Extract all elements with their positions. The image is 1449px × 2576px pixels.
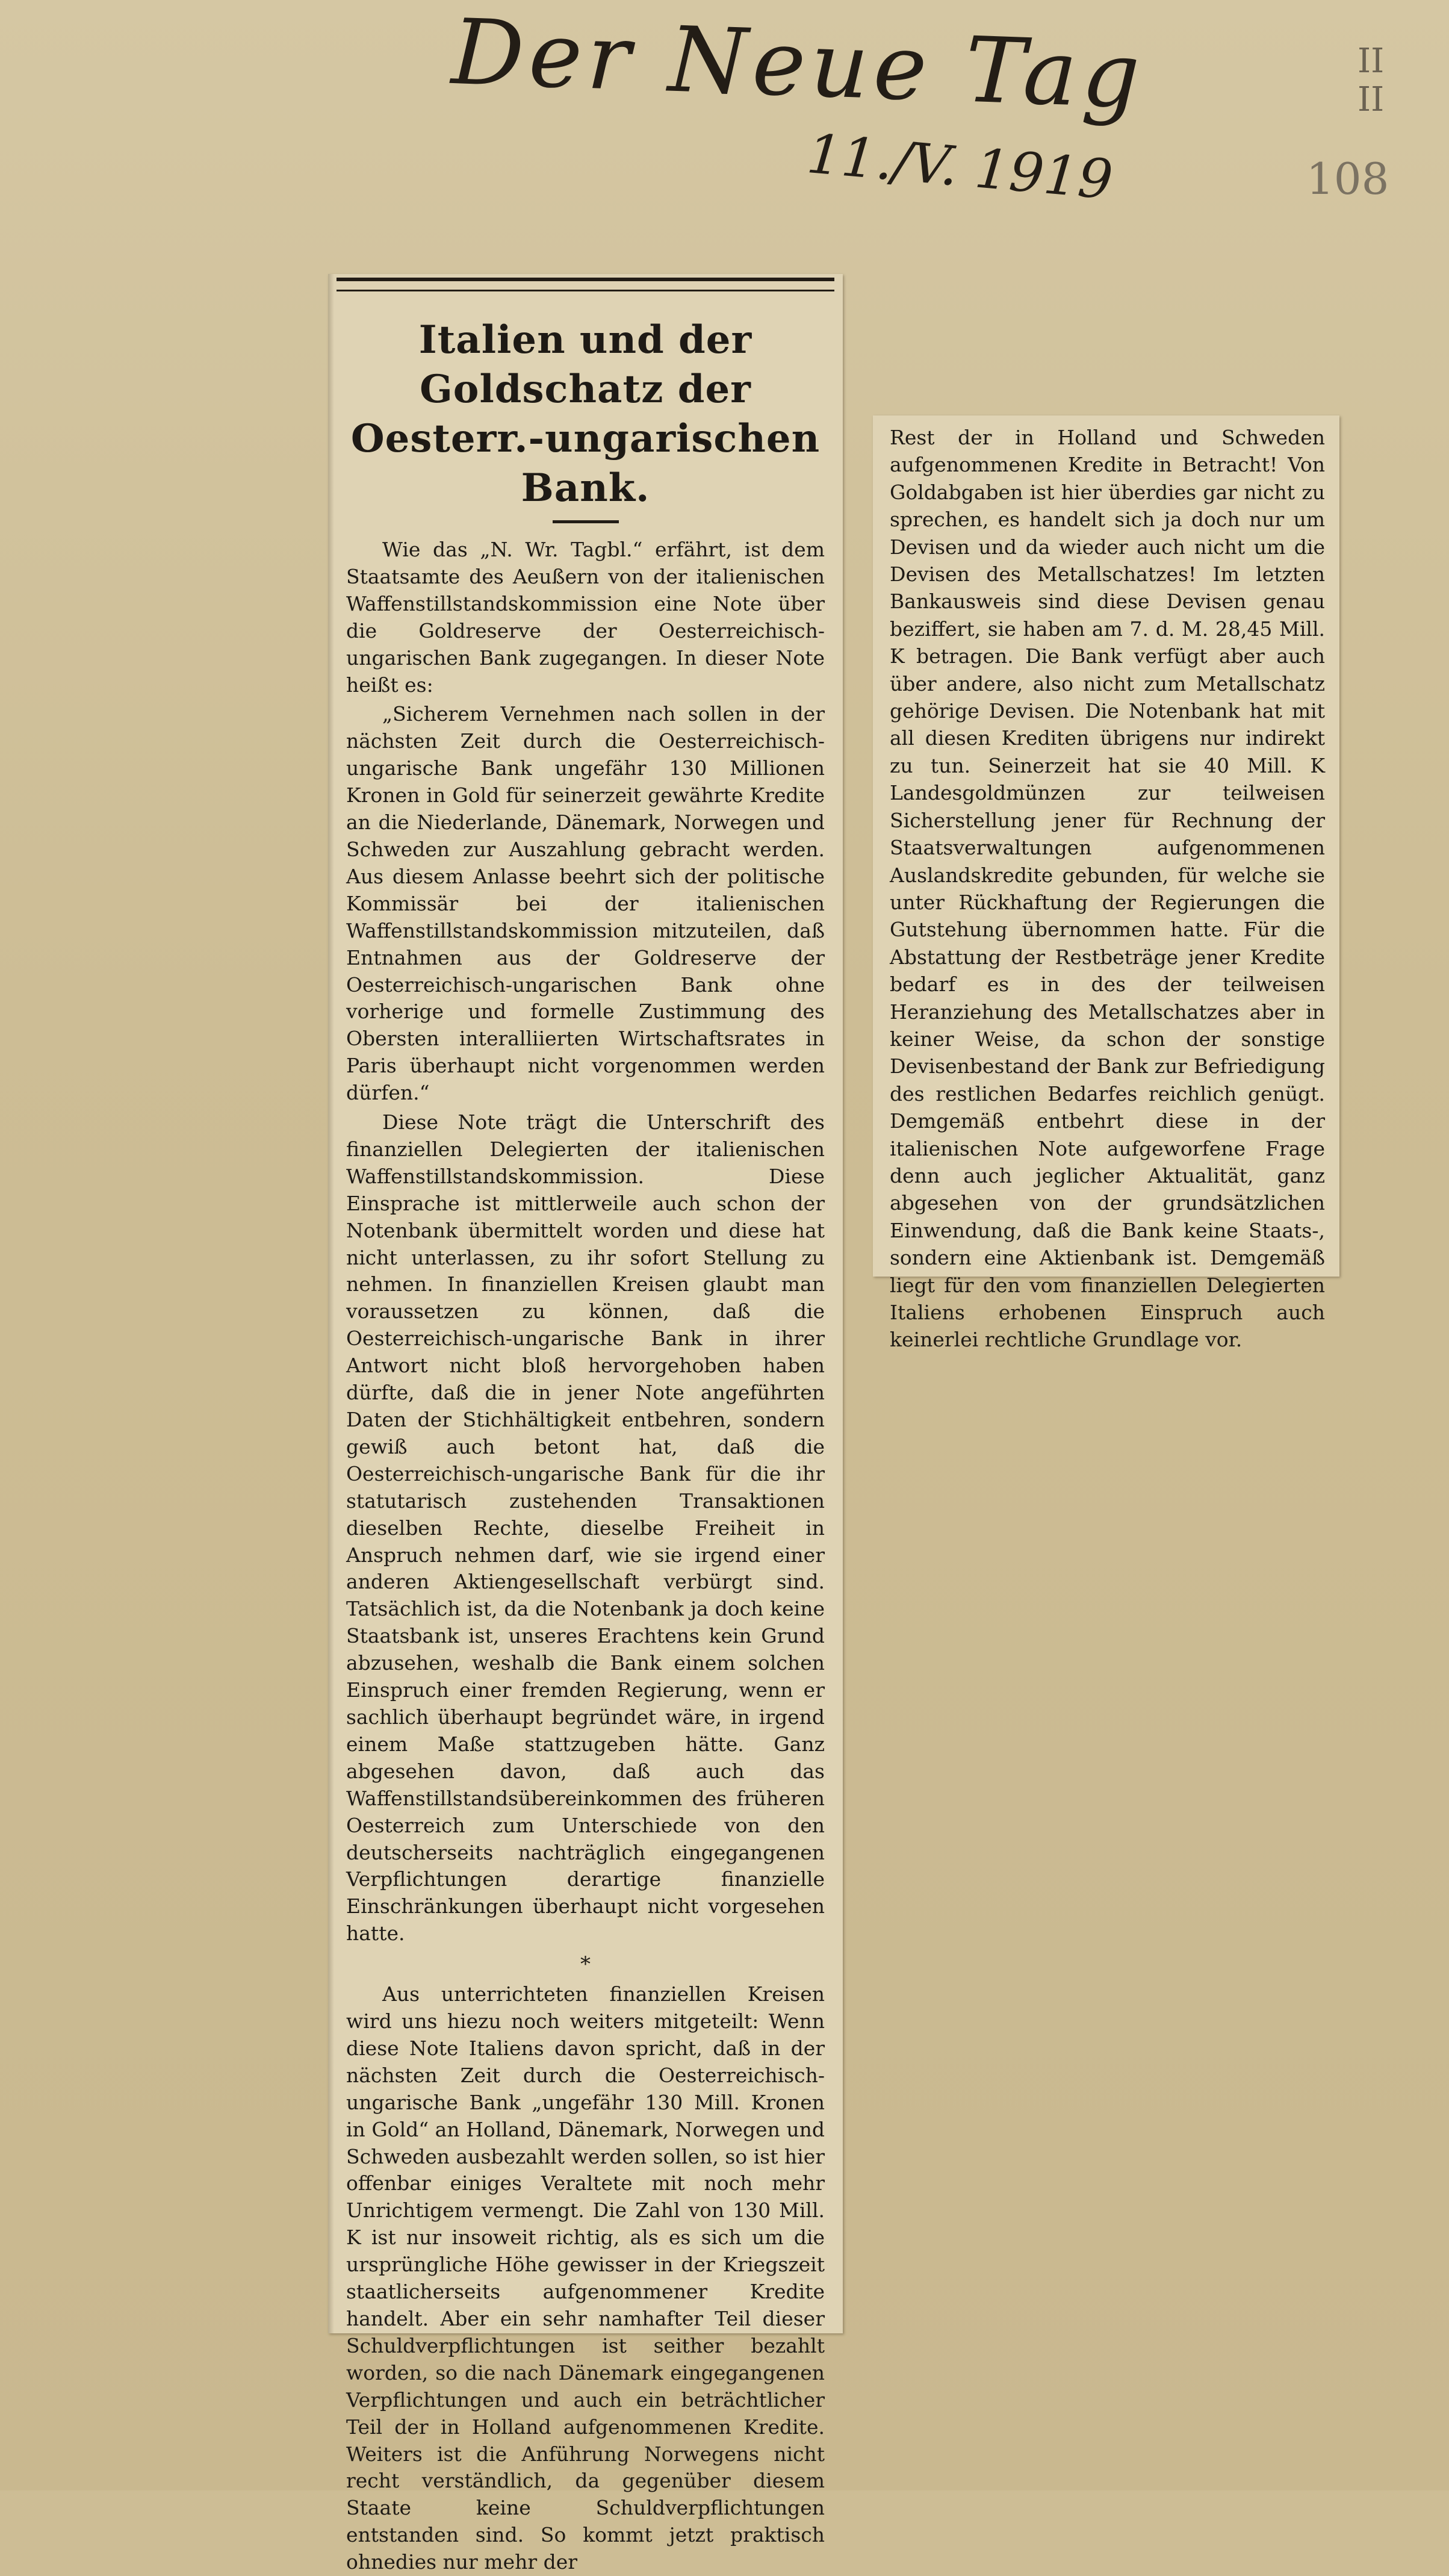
headline-divider xyxy=(553,520,619,523)
paragraph-conclusion: Rest der in Holland und Schweden aufgenommenen Kredite in Betracht! Von Goldabgaben ist hier überdies gar nicht zu sprechen, es handelt sich ja doch nur um Devisen und da wieder auch nicht um die Devisen des Metallschatzes! Im letzten Bankausweis sind diese Devisen genau beziffert, sie haben am 7. d. M. 28,45 Mill. K betragen. Die Bank verfügt aber auch über andere, also nicht zum Metallschatz gehörige Devisen. Die Notenbank hat mit all diesen Krediten übrigens nur indirekt zu tun. Seinerzeit hat sie 40 Mill. K Landesgoldmünzen zur teilweisen Sicherstellung jener für Rechnung der Staatsverwaltungen aufgenommenen Auslandskredite gebunden, für welche sie unter Rückhaftung der Regierungen die Gutstehung übernommen hatte. Für die Abstattung der Restbeträge jener Kredite bedarf es in des der teilweisen Heranziehung des Metallschatzes aber in keiner Weise, da schon der sonstige Devisenbestand der Bank zur Befriedigung des restlichen Bedarfes reichlich genügt. Demgemäß entbehrt diese in der italienischen Note aufgeworfene Frage denn auch jeglicher Aktualität, ganz abgesehen von der grundsätzlichen Einwendung, daß die Bank keine Staats-, sondern eine Aktienbank ist. Demgemäß liegt für den vom finanziellen Delegierten Italiens erhobenen Einspruch auch keinerlei rechtliche Grundlage vor. xyxy=(890,426,1325,1352)
page-number: 108 xyxy=(1306,154,1389,204)
paragraph-commentary: Diese Note trägt die Unterschrift des finanziellen Delegierten der italienischen Waffenstillstandskommission. Diese Einsprache ist mittlerweile auch schon der Notenbank übermittelt worden und diese hat nicht unterlassen, zu ihr sofort Stellung zu nehmen. In finanziellen Kreisen glaubt man voraussetzen zu können, daß die Oesterreichisch-ungarische Bank in ihrer Antwort nicht bloß hervorgehoben haben dürfte, daß die in jener Note angeführten Daten der Stichhältigkeit entbehren, sondern gewiß auch betont hat, daß die Oesterreichisch-ungarische Bank für die ihr statutarisch zustehenden Transaktionen dieselben Rechte, dieselbe Freiheit in Anspruch nehmen darf, wie sie irgend einer anderen Aktiengesellschaft verbürgt sind. Tatsächlich ist, da die Notenbank ja doch keine Staatsbank ist, unseres Erachtens kein Grund abzusehen, weshalb die Bank einem solchen Einspruch einer fremden Regierung, wenn er sachlich überhaupt begründet wäre, in irgend einem Maße stattzugeben hätte. Ganz abgesehen davon, daß auch das Waffenstillstandsübereinkommen des früheren Oesterreich zum Unterschiede von den deutscherseits nachträglich eingegangenen Verpflichtungen derartige finanzielle Einschränkungen überhaupt nicht vorgesehen hatte. xyxy=(346,1110,825,1946)
paragraph-continuation: Aus unterrichteten finanziellen Kreisen wird uns hiezu noch weiters mitgeteilt: Wenn diese Note Italiens davon spricht, daß in der nächsten Zeit durch die Oesterreichisch-ungarische Bank „ungefähr 130 Mill. Kronen in Gold“ an Holland, Dänemark, Norwegen und Schweden ausbezahlt werden sollen, so ist hier offenbar einiges Veraltete mit noch mehr Unrichtigem vermengt. Die Zahl von 130 Mill. K ist nur insoweit richtig, als es sich um die ursprüngliche Höhe gewisser in der Kriegszeit staatlicherseits aufgenommener Kredite handelt. Aber ein sehr namhafter Teil dieser Schuldverpflichtungen ist seither bezahlt worden, so die nach Dänemark eingegangenen Verpflichtungen und auch ein beträchtlicher Teil der in Holland aufgenommenen Kredite. Weiters ist die Anführung Norwegens nicht recht verständlich, da gegenüber diesem Staate keine Schuldverpflichtungen entstanden sind. So kommt jetzt praktisch ohnedies nur mehr der xyxy=(346,1982,825,2574)
article-headline: Italien und der Goldschatz der Oesterr.-ungarischen Bank. xyxy=(350,317,821,511)
corner-mark: II II xyxy=(1357,42,1385,119)
section-separator-star: * xyxy=(580,1952,591,1977)
clipping-edge-shadow xyxy=(328,274,334,2333)
article-column-1 xyxy=(328,537,843,2576)
paragraph-intro: Wie das „N. Wr. Tagbl.“ erfährt, ist dem Staatsamte des Aeußern von der italienischen Waffenstillstandskommission eine Note über die Goldreserve der Oesterreichisch-ungarischen Bank zugegangen. In dieser Note heißt es: xyxy=(346,538,825,697)
handwritten-date: 11./V. 1919 xyxy=(804,122,1115,212)
newspaper-clipping-left xyxy=(328,274,843,2574)
paragraph-quote: „Sicherem Vernehmen nach sollen in der nächsten Zeit durch die Oesterreichisch-ungarische Bank ungefähr 130 Millionen Kronen in Gold für seinerzeit gewährte Kredite an die Niederlande, Dänemark, Norwegen und Schweden zur Auszahlung gebracht werden. Aus diesem Anlasse beehrt sich der politische Kommissär bei der italienischen Waffenstillstandskommission mitzuteilen, daß Entnahmen aus der Goldreserve der Oesterreichisch-ungarischen Bank ohne vorherige und formelle Zustimmung des Obersten interalliierten Wirtschaftsrates in Paris überhaupt nicht vorgenommen werden dürfen.“ xyxy=(346,702,825,1105)
article-column-2 xyxy=(873,415,1339,1354)
top-double-rule xyxy=(337,278,834,291)
handwritten-newspaper-title: Der Neue Tag xyxy=(450,0,1147,129)
newspaper-clipping-right xyxy=(873,415,1339,1352)
